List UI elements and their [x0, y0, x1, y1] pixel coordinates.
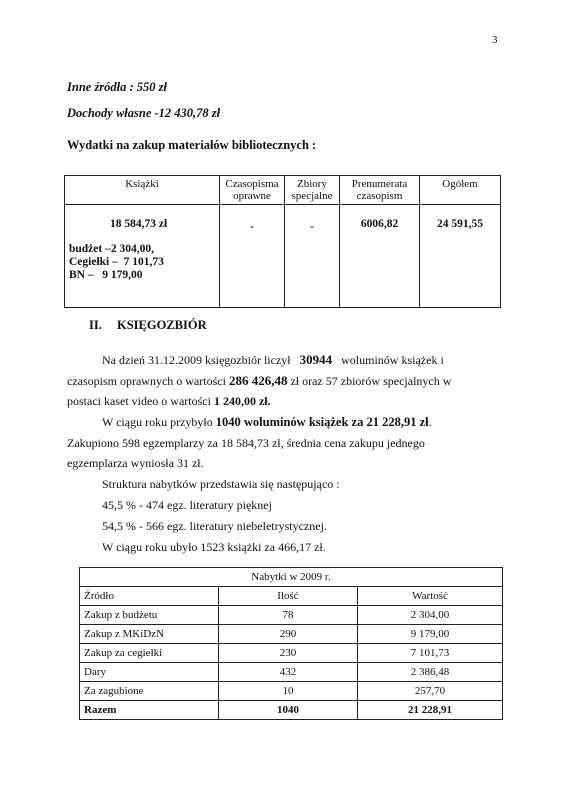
acquisitions-caption: Nabytki w 2009 r.	[80, 568, 503, 587]
quantity-cell: 290	[219, 625, 358, 644]
expenses-table	[64, 175, 501, 308]
total-row	[80, 701, 503, 720]
header-prenumerata: Prenumerata czasopism	[340, 176, 420, 205]
zbiory-value: -	[285, 205, 340, 308]
source-cell: Za zagubione	[80, 682, 219, 701]
table-row	[80, 606, 503, 625]
other-sources-line: Inne źródła : 550 zł	[67, 80, 168, 94]
quantity-cell: 10	[219, 682, 358, 701]
value-cell: 7 101,73	[358, 644, 503, 663]
total-quantity: 1040	[219, 701, 358, 720]
header-wartosc: Wartość	[358, 587, 503, 606]
value-cell: 2 386,48	[358, 663, 503, 682]
value-cell: 2 304,00	[358, 606, 503, 625]
source-cell: Zakup za cegiełki	[80, 644, 219, 663]
para1-text: czasopism oprawnych o wartości	[67, 374, 226, 388]
table-row	[80, 625, 503, 644]
books-cegielki: Cegiełki – 7 101,73	[69, 256, 164, 268]
source-cell: Dary	[80, 663, 219, 682]
page-number: 3	[492, 34, 498, 46]
own-income-line: Dochody własne -12 430,78 zł	[67, 106, 221, 120]
books-bn: BN – 9 179,00	[69, 269, 143, 281]
acquisitions-table	[79, 567, 503, 720]
para2-text: W ciągu roku przybyło	[102, 415, 213, 429]
value-cell: 257,70	[358, 682, 503, 701]
para1-text: Na dzień 31.12.2009 księgozbiór liczył	[102, 353, 291, 367]
prenumerata-value: 6006,82	[340, 205, 420, 308]
video-value: 1 240,00 zł.	[213, 394, 271, 408]
table-row	[80, 663, 503, 682]
ogolem-value: 24 591,55	[420, 205, 501, 308]
para1-line2	[67, 370, 451, 392]
total-label: Razem	[80, 701, 219, 720]
structure-item-fiction: 45,5 % - 474 egz. literatury pięknej	[102, 498, 272, 512]
collection-value: 286 426,48	[228, 373, 288, 388]
source-cell: Zakup z budżetu	[80, 606, 219, 625]
para2-line2: Zakupiono 598 egzemplarzy za 18 584,73 zł, średnia cena zakupu jednego	[67, 436, 425, 450]
table-row	[80, 682, 503, 701]
structure-intro: Struktura nabytków przedstawia się następująco :	[102, 477, 340, 491]
header-zbiory: Zbiory specjalne	[285, 176, 340, 205]
expenses-heading: Wydatki na zakup materiałów bibliotecznych :	[67, 138, 317, 152]
structure-item-nonfiction: 54,5 % - 566 egz. literatury niebeletrystycznej.	[102, 519, 327, 533]
para1-line1	[102, 349, 444, 371]
source-cell: Zakup z MKiDzN	[80, 625, 219, 644]
quantity-cell: 432	[219, 663, 358, 682]
header-zrodlo: Źródło	[80, 587, 219, 606]
para2-line3: egzemplarza wyniosła 31 zł.	[67, 456, 204, 470]
header-ksiazki: Książki	[65, 176, 220, 205]
header-ogolem: Ogółem	[420, 176, 501, 205]
header-czasopisma: Czasopisma oprawne	[220, 176, 285, 205]
acquired-summary: 1040 woluminów książek za 21 228,91 zł	[215, 415, 429, 429]
czasopisma-value: -	[220, 205, 285, 308]
table-row	[80, 644, 503, 663]
section-number: II.	[89, 318, 102, 332]
para1-text: zł oraz 57 zbiorów specjalnych w	[290, 374, 452, 388]
total-value: 21 228,91	[358, 701, 503, 720]
withdrawn-line: W ciągu roku ubyło 1523 książki za 466,17 zł.	[102, 540, 326, 554]
value-cell: 9 179,00	[358, 625, 503, 644]
quantity-cell: 78	[219, 606, 358, 625]
para1-text: postaci kaset video o wartości	[67, 394, 211, 408]
books-budget: budżet –2 304,00,	[69, 243, 154, 255]
header-ilosc: Ilość	[219, 587, 358, 606]
books-total: 18 584,73 zł	[110, 218, 168, 230]
para2-line1	[102, 412, 432, 433]
books-cell	[65, 205, 220, 308]
para2-text: .	[428, 415, 432, 429]
volume-count: 30944	[299, 352, 333, 367]
quantity-cell: 230	[219, 644, 358, 663]
para1-line3	[67, 391, 271, 412]
section-title: KSIĘGOZBIÓR	[117, 318, 207, 332]
para1-text: woluminów książek i	[341, 353, 444, 367]
